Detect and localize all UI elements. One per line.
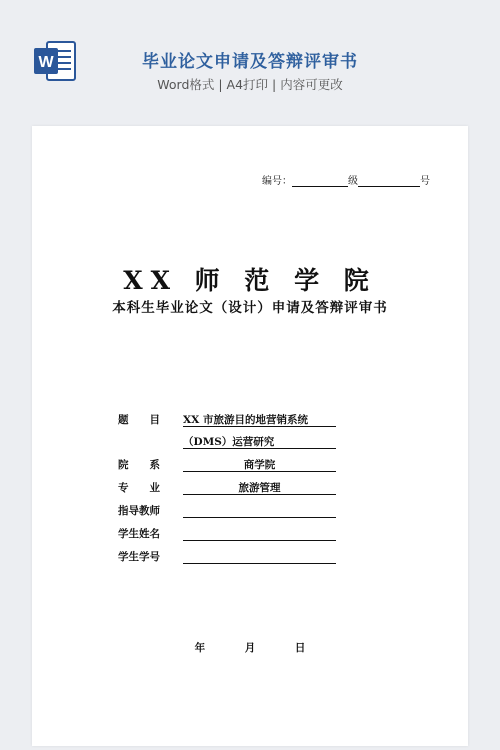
date-month: 月 — [244, 642, 256, 654]
page-subtitle: Word格式 | A4打印 | 内容可更改 — [157, 77, 343, 92]
school-name: XX 师 范 学 院 — [123, 266, 377, 295]
grade-blank — [358, 175, 420, 187]
field-label: 题 目 — [118, 414, 160, 426]
field-value — [183, 526, 336, 541]
date-day: 日 — [294, 642, 306, 654]
document-page — [32, 126, 468, 746]
field-value: （DMS）运营研究 — [183, 434, 336, 449]
field-label: 院 系 — [118, 459, 160, 471]
date-row — [32, 640, 468, 655]
field-value — [183, 503, 336, 518]
number-row — [262, 172, 430, 187]
field-value: XX 市旅游目的地营销系统 — [183, 412, 336, 427]
field-label: 专 业 — [118, 482, 160, 494]
field-value: 商学院 — [183, 457, 336, 472]
header — [0, 0, 500, 118]
document-title: 本科生毕业论文（设计）申请及答辩评审书 — [112, 300, 388, 316]
field-value: 旅游管理 — [183, 480, 336, 495]
field-label: 学生姓名 — [118, 528, 160, 540]
field-label: 学生学号 — [118, 551, 160, 563]
number-label: 编号： — [262, 176, 292, 187]
page-title: 毕业论文申请及答辩评审书 — [142, 52, 358, 72]
number-blank — [292, 175, 348, 187]
svg-text:W: W — [38, 54, 54, 71]
grade-label: 级 — [348, 176, 358, 187]
date-year: 年 — [194, 642, 206, 654]
field-label: 指导教师 — [118, 505, 160, 517]
number-suffix: 号 — [420, 176, 430, 187]
field-value — [183, 549, 336, 564]
